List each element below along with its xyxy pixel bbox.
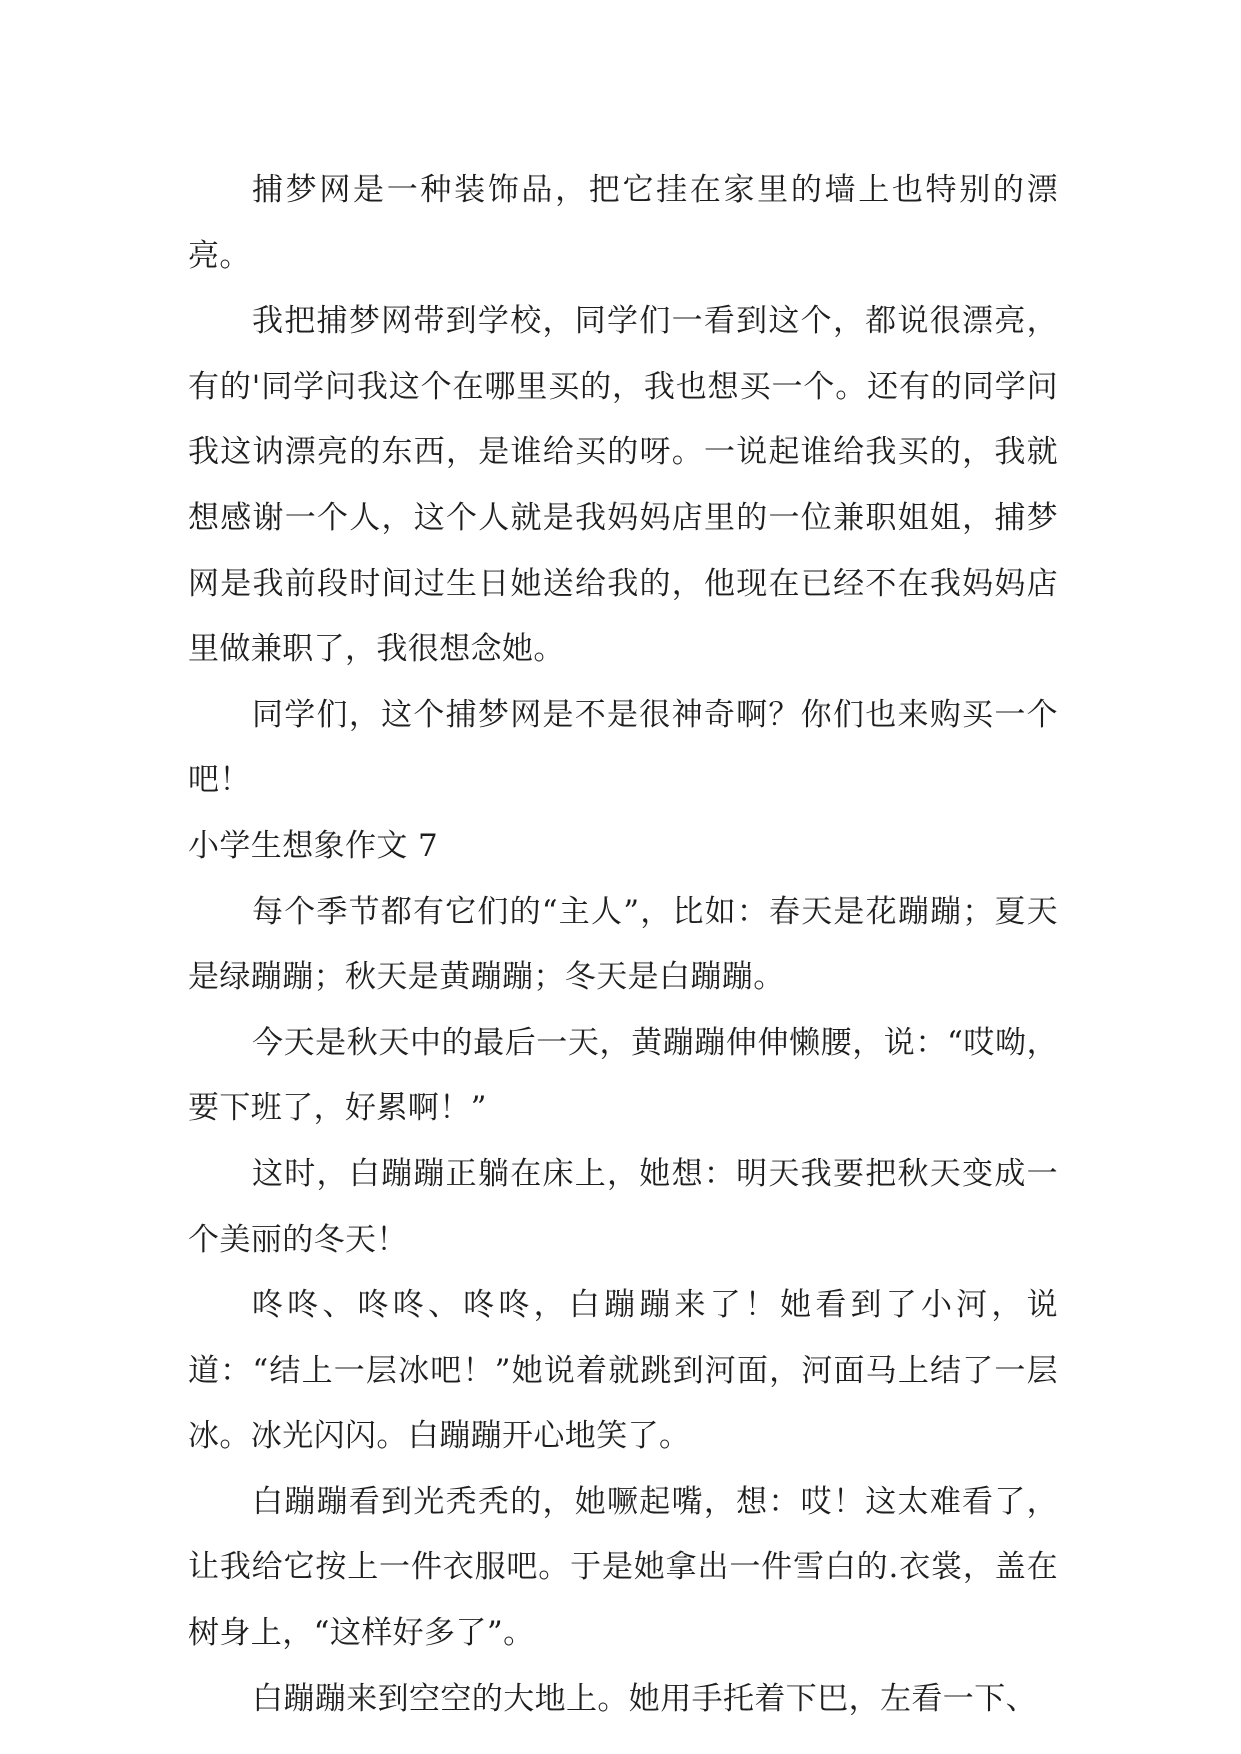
paragraph-season-masters: 每个季节都有它们的“主人”，比如：春天是花蹦蹦；夏天是绿蹦蹦；秋天是黄蹦蹦；冬天是白蹦蹦。: [188, 893, 1058, 996]
section-heading: 小学生想象作文 7: [188, 827, 439, 864]
paragraph-tree-clothes: 白蹦蹦看到光秃秃的，她噘起嘴，想：哎！这太难看了，让我给它按上一件衣服吧。于是她拿出一件雪白的.衣裳，盖在树身上，“这样好多了”。: [188, 1483, 1058, 1652]
document-body: [188, 158, 1058, 1732]
paragraph-dreamcatcher-decoration: 捕梦网是一种装饰品，把它挂在家里的墙上也特别的漂亮。: [188, 172, 1058, 274]
paragraph-white-in-bed: 这时，白蹦蹦正躺在床上，她想：明天我要把秋天变成一个美丽的冬天！: [188, 1155, 1058, 1258]
paragraph-last-autumn-day: 今天是秋天中的最后一天，黄蹦蹦伸伸懒腰，说：“哎呦，要下班了，好累啊！”: [188, 1024, 1058, 1127]
paragraph-frozen-river: 咚咚、咚咚、咚咚，白蹦蹦来了！她看到了小河，说道：“结上一层冰吧！”她说着就跳到河面，河面马上结了一层冰。冰光闪闪。白蹦蹦开心地笑了。: [188, 1287, 1058, 1455]
paragraph-invitation: 同学们，这个捕梦网是不是很神奇啊？你们也来购买一个吧！: [188, 696, 1058, 799]
paragraph-empty-land: 白蹦蹦来到空空的大地上。她用手托着下巴，左看一下、: [252, 1680, 1037, 1717]
paragraph-school-classmates: 我把捕梦网带到学校，同学们一看到这个，都说很漂亮，有的'同学问我这个在哪里买的，我也想买一个。还有的同学问我这讷漂亮的东西，是谁给买的呀。一说起谁给我买的，我就想感谢一个人，这个人就是我妈妈店里的一位兼职姐姐，捕梦网是我前段时间过生日她送给我的，他现在已经不在我妈妈店里做兼职了，我很想念她。: [188, 303, 1058, 668]
